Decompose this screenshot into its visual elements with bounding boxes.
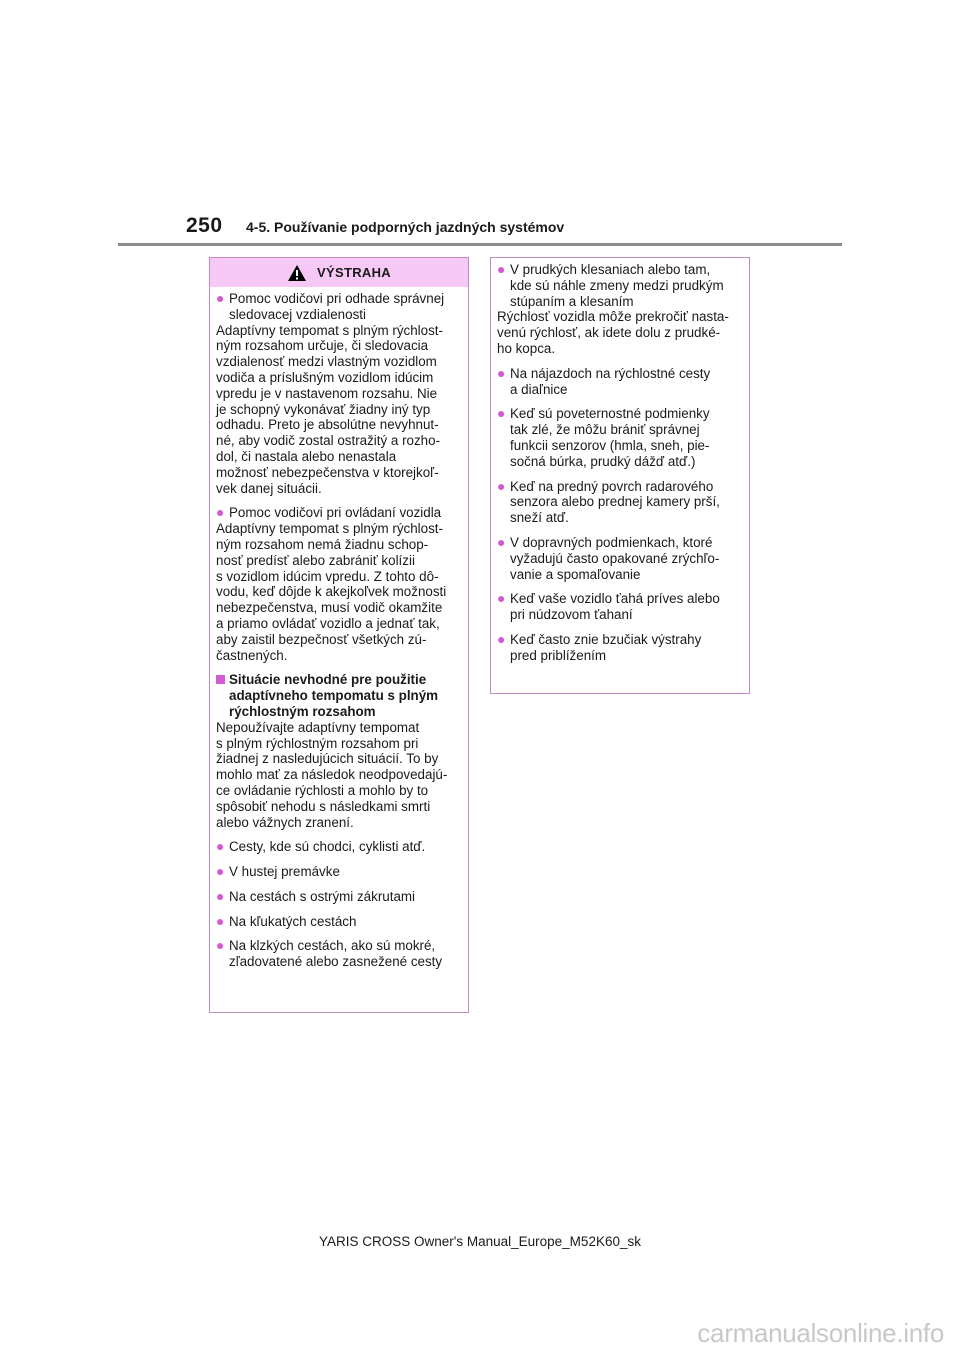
bullet-icon: ●	[497, 405, 506, 422]
bullet-icon: ●	[216, 863, 225, 880]
list-item	[216, 291, 463, 496]
bullet-icon: ●	[216, 937, 225, 954]
list-item	[497, 406, 744, 469]
subsection-heading: Situácie nevhodné pre použitie adaptívneho tempomatu s plným rýchlostným rozsahom	[229, 672, 439, 719]
page-footer: YARIS CROSS Owner's Manual_Europe_M52K60_sk	[319, 1234, 641, 1249]
bullet-icon: ●	[497, 590, 506, 607]
bullet-icon: ●	[216, 838, 225, 855]
bullet-text: V hustej premávke	[229, 864, 340, 880]
left-column-content	[210, 287, 468, 970]
warning-triangle-icon	[287, 264, 307, 282]
watermark: carmanualsonline.info	[697, 1318, 944, 1348]
bullet-icon: ●	[216, 290, 225, 306]
bullet-icon: ●	[497, 477, 506, 494]
right-column-content	[491, 258, 749, 664]
bullet-text: Pomoc vodičovi pri ovládaní vozidla	[229, 505, 442, 521]
warning-header	[210, 258, 468, 287]
list-item	[216, 864, 463, 880]
bullet-icon: ●	[497, 364, 506, 381]
bullet-icon: ●	[497, 533, 506, 550]
warning-box-right	[490, 257, 750, 694]
bullet-text: Pomoc vodičovi pri odhade správnej sledovacej vzdialenosti	[229, 291, 445, 322]
bullet-text: Cesty, kde sú chodci, cyklisti atď.	[229, 839, 426, 855]
section-title: 4-5. Používanie podporných jazdných systémov	[246, 219, 565, 235]
bullet-icon: ●	[497, 630, 506, 647]
bullet-text: Na nájazdoch na rýchlostné cesty a diaľnice	[510, 365, 711, 397]
bullet-text: Na cestách s ostrými zákrutami	[229, 888, 416, 904]
header-divider	[118, 243, 842, 246]
square-bullet-icon	[216, 672, 229, 719]
list-item	[497, 479, 744, 526]
bullet-text: Keď na predný povrch radarového senzora alebo prednej kamery prší, sneží atď.	[510, 478, 720, 526]
warning-box-left	[209, 257, 469, 1013]
bullet-icon: ●	[216, 887, 225, 904]
page-number: 250	[186, 214, 223, 237]
paragraph: Nepoužívajte adaptívny tempomat s plným rýchlostným rozsahom pri žiadnej z nasledujúcich situácií. To by mohlo mať za následok neodpovedajú- ce ovládanie rýchlosti a mohlo by to spôsobiť nehodu s následkami smrti alebo vážnych zranení.	[216, 719, 448, 830]
list-item	[216, 914, 463, 930]
bullet-text: Keď sú poveternostné podmienky tak zlé, že môžu brániť správnej funkcii senzorov (hmla, sneh, pie- sočná búrka, prudký dážď atď.)	[510, 406, 710, 469]
bullet-icon: ●	[216, 912, 225, 929]
list-item	[497, 535, 744, 582]
warning-title: VÝSTRAHA	[317, 265, 391, 280]
bullet-text: V prudkých klesaniach alebo tam, kde sú náhle zmeny medzi prudkým stúpaním a klesaním	[510, 262, 724, 309]
list-item	[216, 938, 463, 970]
list-item	[497, 591, 744, 623]
list-item	[497, 632, 744, 664]
list-item	[216, 505, 463, 663]
subsection	[216, 672, 463, 830]
list-item	[216, 839, 463, 855]
bullet-icon: ●	[216, 504, 225, 521]
bullet-text: Na klzkých cestách, ako sú mokré, zľadovatené alebo zasnežené cesty	[229, 938, 443, 970]
paragraph: Adaptívny tempomat s plným rýchlost- ným rozsahom určuje, či sledovacia vzdialenosť medzi vlastným vozidlom vodiča a príslušným vozidlom idúcim vpredu je v nastavenom rozsahu. Nie je schopný vykonávať žiadny iný typ odhadu. Preto je absolútne nevyhnut- né, aby vodič zostal ostražitý a rozho- dol, či nastala alebo nenastala možnosť nebezpečenstva v ktorejkoľ- vek danej situácii.	[216, 322, 443, 496]
bullet-text: Keď často znie bzučiak výstrahy pred priblížením	[510, 631, 702, 663]
bullet-text: Keď vaše vozidlo ťahá príves alebo pri núdzovom ťahaní	[510, 591, 720, 623]
paragraph: Rýchlosť vozidla môže prekročiť nasta- venú rýchlosť, ak idete dolu z prudké- ho kopca.	[497, 309, 729, 356]
bullet-icon: ●	[497, 261, 506, 277]
bullet-text: Na kľukatých cestách	[229, 913, 357, 929]
paragraph: Adaptívny tempomat s plným rýchlost- ným rozsahom nemá žiadnu schop- nosť predísť alebo zabrániť kolízii s vozidlom idúcim vpredu. Z tohto dô- vodu, keď dôjde k akejkoľvek možnosti nebezpečenstva, musí vodič okamžite a priamo ovládať vozidlo a jednať tak, aby zaistil bezpečnosť všetkých zú- častnených.	[216, 521, 447, 663]
list-item	[497, 366, 744, 398]
list-item	[497, 262, 744, 357]
list-item	[216, 889, 463, 905]
bullet-text: V dopravných podmienkach, ktoré vyžadujú často opakované zrýchľo- vanie a spomaľovanie	[510, 534, 720, 582]
